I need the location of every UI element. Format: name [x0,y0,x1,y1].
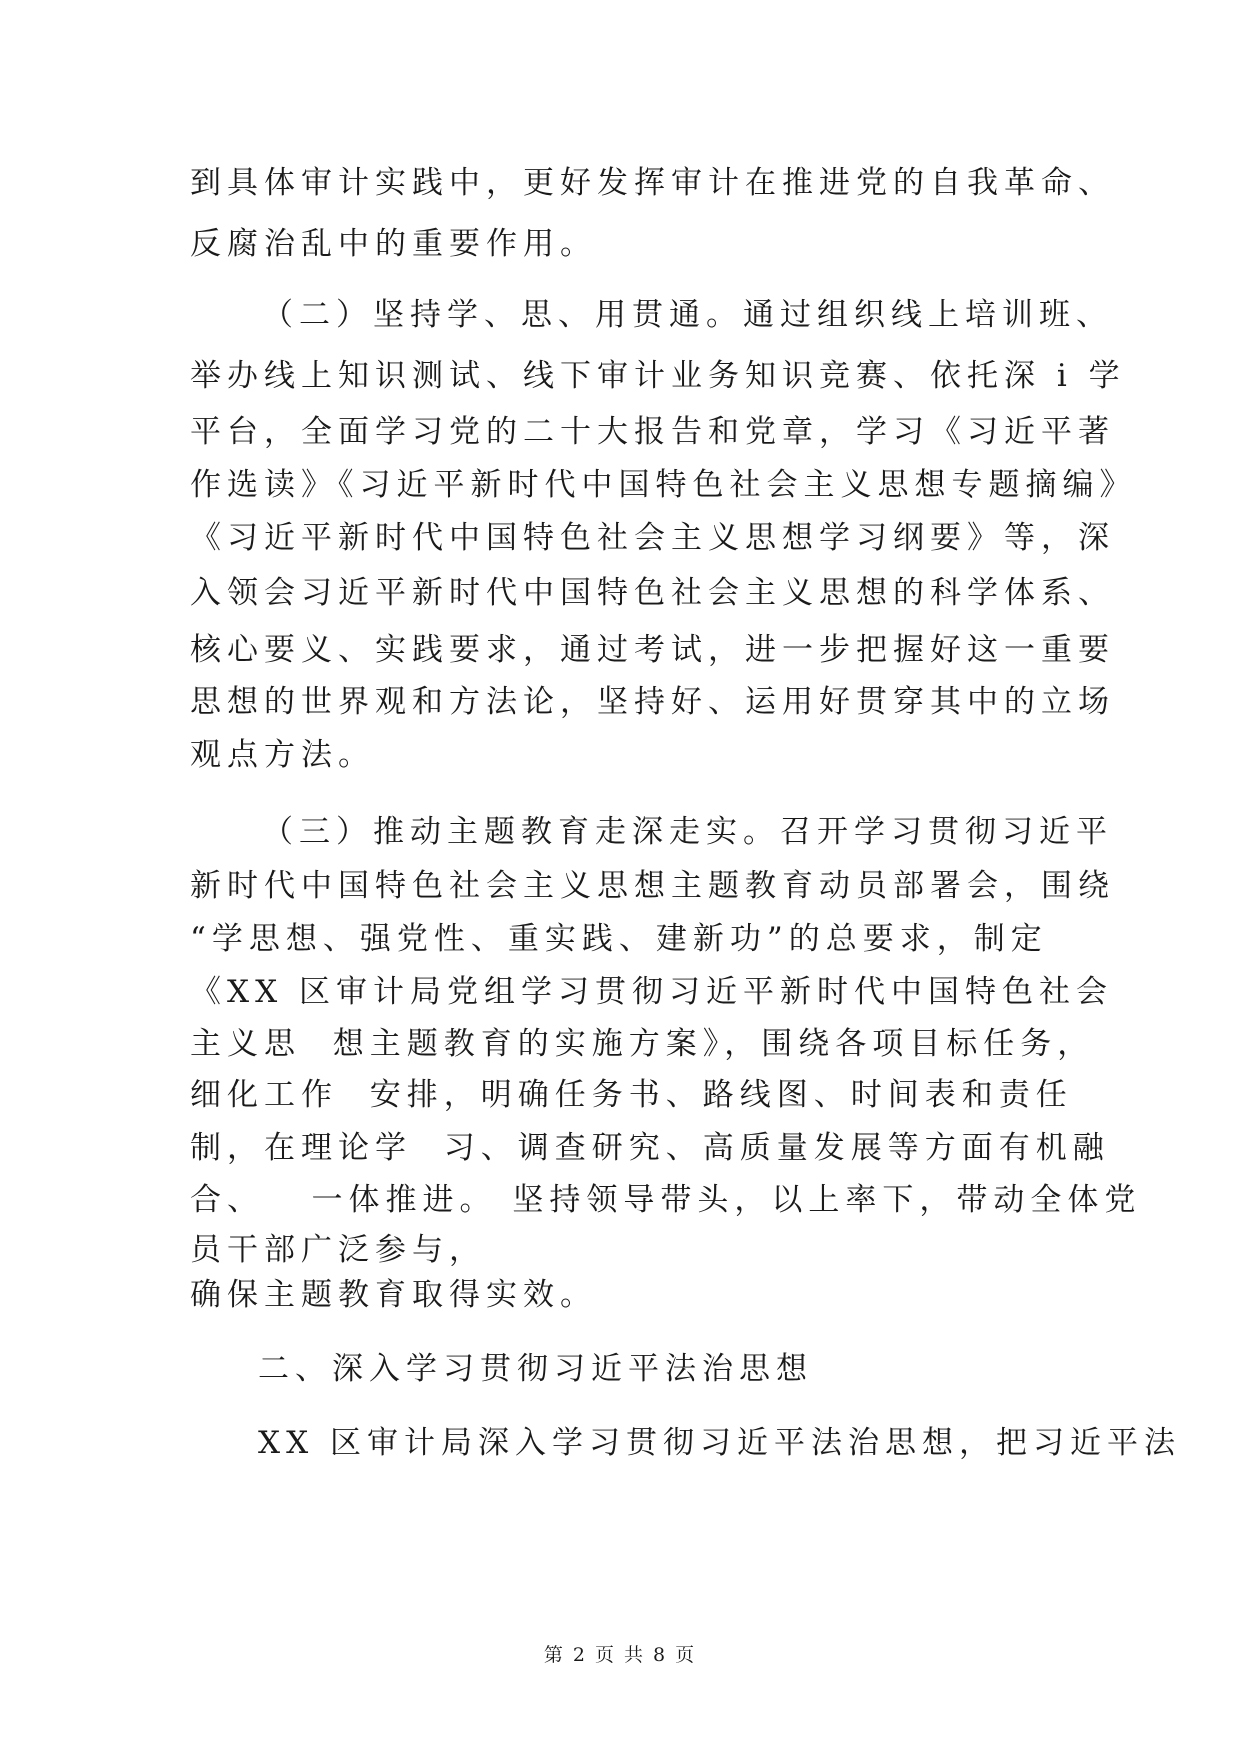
paragraph-3-heading-line: （三）推动主题教育走深走实。召开学习贯彻习近平 [262,814,1113,850]
body-text-line: XX 区审计局深入学习贯彻习近平法治思想，把习近平法 [258,1425,1181,1461]
body-text-line: 举办线上知识测试、线下审计业务知识竞赛、依托深 i 学 [190,358,1126,394]
body-text-line: 员干部广泛参与， [190,1232,486,1268]
body-text-line: 细化工作 安排，明确任务书、路线图、时间表和责任 [190,1077,1073,1113]
body-text-line: 确保主题教育取得实效。 [190,1277,597,1313]
body-text-line: 合、 一体推进。 坚持领导带头，以上率下，带动全体党 [190,1182,1142,1218]
page-number-footer: 第 2 页 共 8 页 [543,1644,697,1666]
body-text-line: “学思想、强党性、重实践、建新功”的总要求，制定 [190,921,1048,957]
body-text-line: 平台，全面学习党的二十大报告和党章，学习《习近平著 [190,414,1115,450]
body-text-line: 制，在理论学 习、调查研究、高质量发展等方面有机融 [190,1130,1110,1166]
body-text-line: 《XX 区审计局党组学习贯彻习近平新时代中国特色社会 [190,974,1113,1010]
body-text-line: 入领会习近平新时代中国特色社会主义思想的科学体系、 [190,575,1115,611]
body-text-line: 主义思 想主题教育的实施方案》，围绕各项目标任务， [190,1026,1095,1062]
body-text-line: 作选读》《习近平新时代中国特色社会主义思想专题摘编》 [190,467,1137,503]
paragraph-2-heading-line: （二）坚持学、思、用贯通。通过组织线上培训班、 [262,297,1113,333]
body-text-line: 核心要义、实践要求，通过考试，进一步把握好这一重要 [190,632,1115,668]
body-text-line: 思想的世界观和方法论，坚持好、运用好贯穿其中的立场 [190,684,1115,720]
body-text-line: 反腐治乱中的重要作用。 [190,226,597,262]
section-heading: 二、深入学习贯彻习近平法治思想 [258,1351,813,1387]
body-text-line: 观点方法。 [190,737,375,773]
body-text-line: 《习近平新时代中国特色社会主义思想学习纲要》等，深 [190,520,1115,556]
body-text-line: 到具体审计实践中，更好发挥审计在推进党的自我革命、 [190,165,1115,201]
body-text-line: 新时代中国特色社会主义思想主题教育动员部署会，围绕 [190,868,1115,904]
